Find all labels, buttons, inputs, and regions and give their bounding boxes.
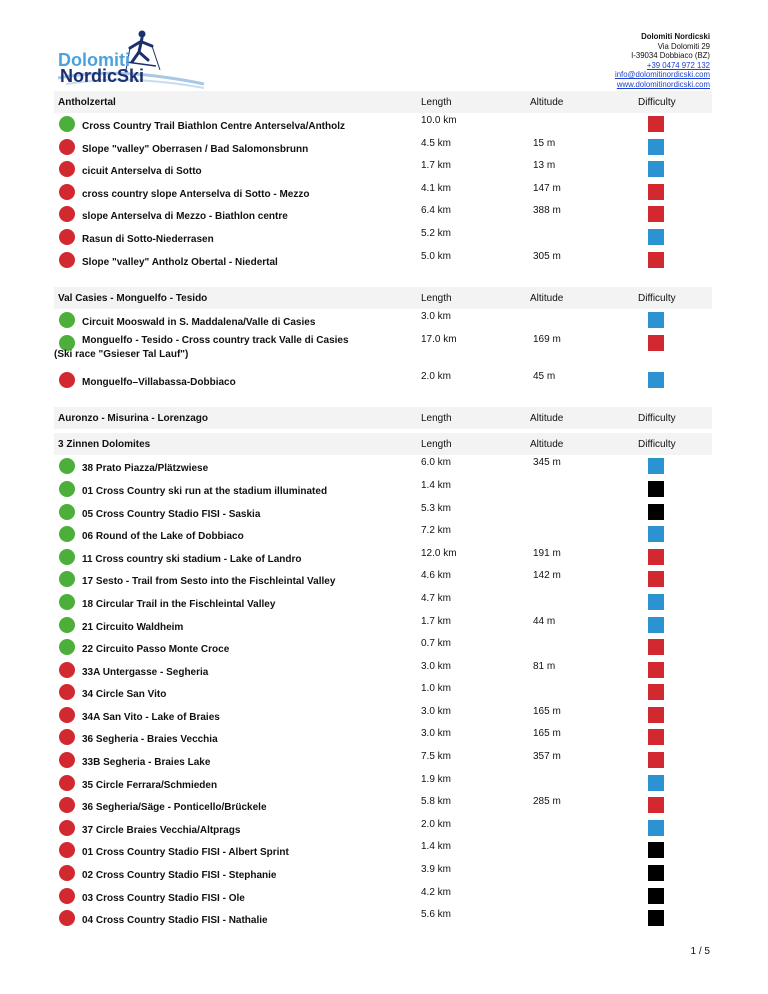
trail-length: 17.0 km (421, 333, 457, 345)
trail-altitude: 388 m (533, 205, 561, 217)
trail-length: 4.2 km (421, 886, 452, 898)
difficulty-square-icon (648, 504, 664, 520)
trail-name[interactable]: cross country slope Anterselva di Sotto - Mezzo (82, 188, 310, 200)
length-header: Length (421, 97, 452, 108)
trail-length: 0.7 km (421, 638, 452, 650)
page-number: 1 / 5 (690, 946, 710, 957)
status-dot-icon (59, 752, 75, 768)
trail-length: 1.4 km (421, 479, 452, 491)
status-dot-icon (59, 888, 75, 904)
status-dot-icon (59, 229, 75, 245)
trail-altitude: 345 m (533, 457, 561, 469)
difficulty-square-icon (648, 116, 664, 132)
trail-row[interactable] (54, 795, 712, 818)
length-header: Length (421, 439, 452, 451)
difficulty-square-icon (648, 161, 664, 177)
trail-length: 10.0 km (421, 115, 457, 126)
section-gap (54, 392, 712, 407)
altitude-header: Altitude (530, 413, 564, 425)
status-dot-icon (59, 139, 75, 155)
altitude-header: Altitude (530, 97, 564, 108)
trail-row[interactable] (54, 137, 712, 160)
trail-row[interactable] (54, 456, 712, 479)
difficulty-header: Difficulty (638, 293, 676, 305)
section-title: Val Casies - Monguelfo - Tesido (58, 293, 208, 305)
trail-length: 1.7 km (421, 160, 452, 172)
difficulty-square-icon (648, 910, 664, 926)
status-dot-icon (59, 617, 75, 633)
trail-name[interactable]: 36 Segheria - Braies Vecchia (82, 734, 218, 746)
trail-name[interactable]: 18 Circular Trail in the Fischleintal Valley (82, 598, 276, 610)
trail-row[interactable] (54, 547, 712, 570)
trail-length: 1.4 km (421, 841, 452, 853)
trail-name[interactable]: 33A Untergasse - Segheria (82, 666, 209, 678)
trail-row[interactable] (54, 705, 712, 728)
trail-row[interactable] (54, 182, 712, 205)
trail-name[interactable]: 05 Cross Country Stadio FISI - Saskia (82, 508, 261, 520)
trail-name[interactable]: Monguelfo - Tesido - Cross country track Valle di Casies (Ski race "Gsieser Tal Lauf") (54, 334, 349, 360)
trail-altitude: 305 m (533, 250, 561, 262)
trail-altitude: 44 m (533, 615, 556, 627)
trail-row[interactable] (54, 569, 712, 592)
trail-length: 3.0 km (421, 705, 452, 717)
trail-length: 2.0 km (421, 370, 452, 382)
trail-name[interactable]: 02 Cross Country Stadio FISI - Stephanie (82, 870, 277, 882)
difficulty-square-icon (648, 639, 664, 655)
trail-length: 2.0 km (421, 818, 452, 830)
difficulty-square-icon (648, 662, 664, 678)
status-dot-icon (59, 504, 75, 520)
trail-length: 1.7 km (421, 615, 452, 627)
status-dot-icon (59, 252, 75, 268)
trail-altitude: 15 m (533, 137, 556, 149)
status-dot-icon (59, 729, 75, 745)
section-header (54, 91, 712, 113)
trail-name[interactable]: 22 Circuito Passo Monte Croce (82, 644, 230, 656)
trail-row[interactable] (54, 479, 712, 502)
trail-row[interactable] (54, 615, 712, 638)
difficulty-square-icon (648, 229, 664, 245)
trail-length: 7.2 km (421, 525, 452, 537)
trail-name[interactable]: 06 Round of the Lake of Dobbiaco (82, 531, 244, 543)
trail-altitude: 191 m (533, 547, 561, 559)
trail-altitude: 357 m (533, 751, 561, 763)
trail-altitude: 165 m (533, 705, 561, 717)
trail-name[interactable]: Slope "valley" Antholz Obertal - Niedertal (82, 256, 278, 268)
trail-length: 5.8 km (421, 796, 452, 808)
status-dot-icon (59, 549, 75, 565)
trail-length: 1.0 km (421, 683, 452, 695)
difficulty-square-icon (648, 842, 664, 858)
difficulty-square-icon (648, 865, 664, 881)
trail-length: 3.0 km (421, 728, 452, 740)
difficulty-square-icon (648, 335, 664, 351)
trail-altitude: 142 m (533, 570, 561, 582)
trail-row[interactable] (54, 502, 712, 525)
trail-row[interactable] (54, 660, 712, 683)
company-name: Dolomiti Nordicski (641, 32, 710, 41)
difficulty-square-icon (648, 888, 664, 904)
difficulty-square-icon (648, 797, 664, 813)
trail-length: 5.3 km (421, 502, 452, 514)
trail-altitude: 285 m (533, 796, 561, 808)
trail-length: 4.5 km (421, 137, 452, 149)
altitude-header: Altitude (530, 293, 564, 305)
trail-row[interactable] (54, 637, 712, 660)
trail-row[interactable] (54, 370, 712, 393)
trail-row[interactable] (54, 682, 712, 705)
svg-text:Dolomiti: Dolomiti (58, 50, 130, 70)
status-dot-icon (59, 458, 75, 474)
trail-row[interactable] (54, 227, 712, 250)
difficulty-square-icon (648, 139, 664, 155)
web-link[interactable]: www.dolomitinordicski.com (616, 79, 710, 89)
trail-name[interactable]: 35 Circle Ferrara/Schmieden (82, 779, 218, 791)
trail-row[interactable] (54, 250, 712, 273)
trail-name[interactable]: Circuit Mooswald in S. Maddalena/Valle di Casies (82, 317, 316, 329)
status-dot-icon (59, 481, 75, 497)
difficulty-square-icon (648, 617, 664, 633)
trail-altitude: 81 m (533, 660, 556, 672)
trail-row[interactable] (54, 908, 712, 931)
difficulty-square-icon (648, 312, 664, 328)
trail-row[interactable] (54, 750, 712, 773)
section-title: Antholzertal (58, 97, 116, 108)
trail-name[interactable]: 17 Sesto - Trail from Sesto into the Fischleintal Valley (82, 576, 336, 588)
trail-name[interactable]: 11 Cross country ski stadium - Lake of Landro (82, 553, 302, 565)
status-dot-icon (59, 312, 75, 328)
length-header: Length (421, 293, 452, 305)
trail-length: 5.2 km (421, 227, 452, 239)
status-dot-icon (59, 820, 75, 836)
trail-name[interactable]: 21 Circuito Waldheim (82, 621, 184, 633)
trail-name[interactable]: 38 Prato Piazza/Plätzwiese (82, 463, 209, 475)
difficulty-square-icon (648, 684, 664, 700)
trail-name[interactable]: 33B Segheria - Braies Lake (82, 757, 211, 769)
status-dot-icon (59, 571, 75, 587)
status-dot-icon (59, 662, 75, 678)
section-title: Auronzo - Misurina - Lorenzago (58, 413, 208, 425)
difficulty-header: Difficulty (638, 439, 676, 451)
trail-row[interactable] (54, 204, 712, 227)
phone-link[interactable]: +39 0474 972 132 (646, 60, 710, 70)
trail-name[interactable]: 03 Cross Country Stadio FISI - Ole (82, 892, 245, 904)
difficulty-square-icon (648, 729, 664, 745)
status-dot-icon (59, 707, 75, 723)
trail-row[interactable] (54, 592, 712, 615)
trail-altitude: 165 m (533, 728, 561, 740)
status-dot-icon (59, 684, 75, 700)
trail-row[interactable] (54, 818, 712, 841)
trail-length: 4.7 km (421, 592, 452, 604)
trail-row[interactable] (54, 886, 712, 909)
difficulty-square-icon (648, 372, 664, 388)
trail-row[interactable] (54, 840, 712, 863)
status-dot-icon (59, 842, 75, 858)
difficulty-square-icon (648, 184, 664, 200)
trail-length: 3.9 km (421, 864, 452, 876)
difficulty-square-icon (648, 252, 664, 268)
trail-row[interactable] (54, 310, 712, 333)
trail-name[interactable]: Monguelfo–Villabassa-Dobbiaco (82, 376, 236, 388)
trail-name[interactable]: cicuit Anterselva di Sotto (82, 166, 202, 178)
difficulty-square-icon (648, 481, 664, 497)
svg-text:NordicSki: NordicSki (60, 66, 145, 86)
dolomiti-nordicski-logo (56, 26, 206, 92)
trail-length: 6.0 km (421, 457, 452, 469)
trail-altitude: 45 m (533, 370, 556, 382)
difficulty-square-icon (648, 526, 664, 542)
trail-name[interactable]: 36 Segheria/Säge - Ponticello/Brückele (82, 802, 267, 814)
trail-name[interactable]: Rasun di Sotto-Niederrasen (82, 233, 214, 245)
status-dot-icon (59, 639, 75, 655)
section-header (54, 433, 712, 455)
difficulty-square-icon (648, 571, 664, 587)
trail-name[interactable]: Slope "valley" Oberrasen / Bad Salomonsbrunn (82, 143, 309, 155)
trail-name[interactable]: slope Anterselva di Mezzo - Biathlon centre (82, 211, 288, 223)
trail-altitude: 13 m (533, 160, 556, 172)
status-dot-icon (59, 594, 75, 610)
trail-name[interactable]: 34A San Vito - Lake of Braies (82, 711, 220, 723)
difficulty-square-icon (648, 707, 664, 723)
status-dot-icon (59, 161, 75, 177)
trail-name[interactable]: Cross Country Trail Biathlon Centre Anterselva/Antholz (82, 121, 346, 132)
status-dot-icon (59, 184, 75, 200)
trail-row[interactable] (54, 863, 712, 886)
contact-block (615, 32, 710, 90)
trail-length: 7.5 km (421, 751, 452, 763)
status-dot-icon (59, 206, 75, 222)
status-dot-icon (59, 372, 75, 388)
section-header (54, 287, 712, 309)
trail-length: 6.4 km (421, 205, 452, 217)
difficulty-square-icon (648, 206, 664, 222)
trail-length: 4.1 km (421, 182, 452, 194)
trail-table (54, 91, 712, 931)
status-dot-icon (59, 775, 75, 791)
trail-row[interactable] (54, 114, 712, 137)
trail-row[interactable] (54, 727, 712, 750)
difficulty-square-icon (648, 752, 664, 768)
trail-name[interactable]: 01 Cross Country Stadio FISI - Albert Sprint (82, 847, 289, 859)
trail-altitude: 147 m (533, 182, 561, 194)
trail-name[interactable]: 01 Cross Country ski run at the stadium illuminated (82, 485, 328, 497)
trail-row[interactable] (54, 524, 712, 547)
difficulty-square-icon (648, 458, 664, 474)
difficulty-square-icon (648, 549, 664, 565)
trail-length: 4.6 km (421, 570, 452, 582)
trail-name[interactable]: 04 Cross Country Stadio FISI - Nathalie (82, 915, 268, 927)
difficulty-square-icon (648, 820, 664, 836)
trail-row[interactable] (54, 773, 712, 796)
trail-length: 3.0 km (421, 660, 452, 672)
trail-name[interactable]: 34 Circle San Vito (82, 689, 167, 701)
trail-row[interactable] (54, 333, 712, 370)
trail-length: 1.9 km (421, 773, 452, 785)
status-dot-icon (59, 797, 75, 813)
altitude-header: Altitude (530, 439, 564, 451)
section-title: 3 Zinnen Dolomites (58, 439, 151, 451)
status-dot-icon (59, 526, 75, 542)
trail-altitude: 169 m (533, 333, 561, 345)
status-dot-icon (59, 865, 75, 881)
city: I-39034 Dobbiaco (BZ) (631, 51, 710, 61)
section-gap (54, 272, 712, 287)
email-link[interactable]: info@dolomitinordicski.com (614, 70, 710, 80)
length-header: Length (421, 413, 452, 425)
difficulty-header: Difficulty (638, 413, 676, 425)
difficulty-square-icon (648, 775, 664, 791)
section-header (54, 407, 712, 429)
trail-length: 3.0 km (421, 311, 452, 323)
status-dot-icon (59, 910, 75, 926)
trail-length: 5.0 km (421, 250, 452, 262)
street: Via Dolomiti 29 (657, 41, 710, 51)
trail-length: 12.0 km (421, 547, 457, 559)
trail-length: 5.6 km (421, 909, 452, 921)
difficulty-square-icon (648, 594, 664, 610)
trail-row[interactable] (54, 159, 712, 182)
status-dot-icon (59, 116, 75, 132)
difficulty-header: Difficulty (638, 97, 676, 108)
trail-name[interactable]: 37 Circle Braies Vecchia/Altprags (82, 824, 241, 836)
